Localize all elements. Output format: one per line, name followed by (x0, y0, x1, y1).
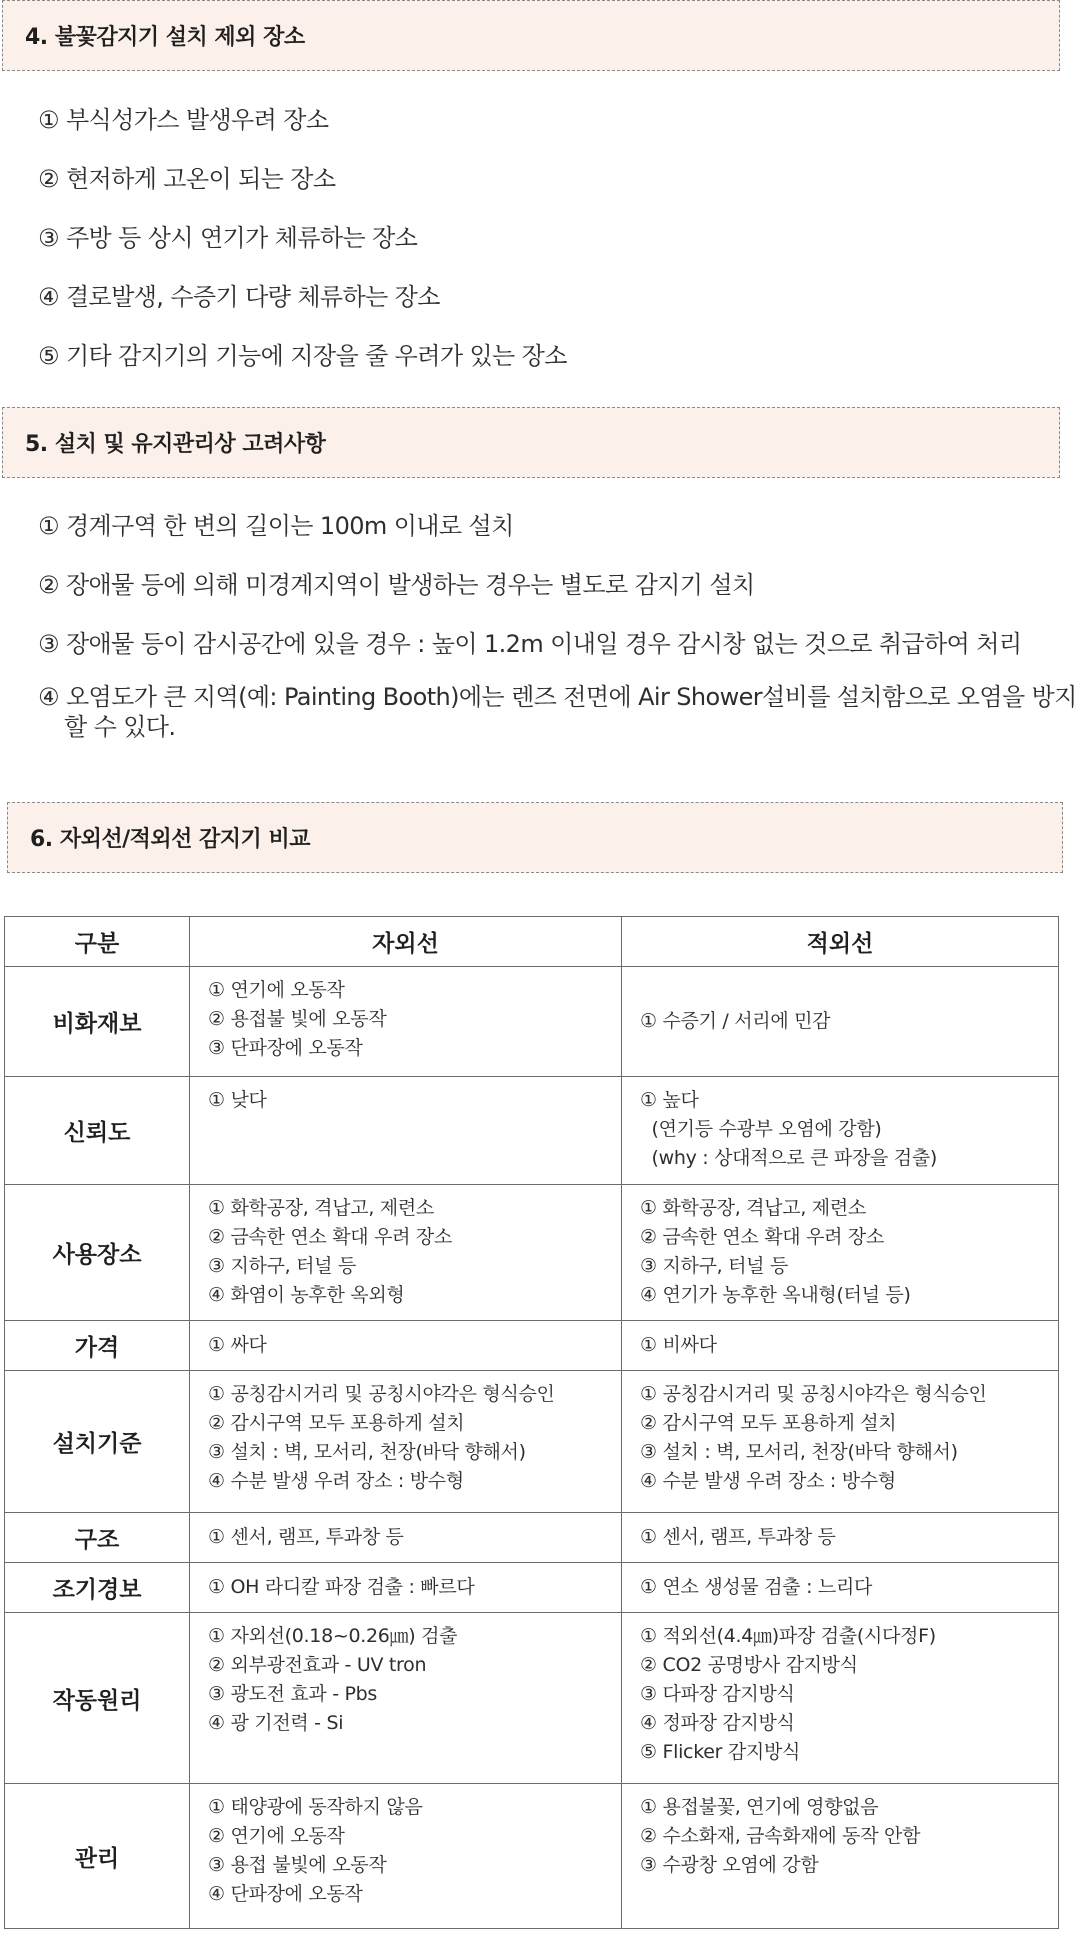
cell-line: ① 수증기 / 서리에 민감 (640, 1009, 831, 1032)
cell-line: ② 감시구역 모두 포용하게 설치 (208, 1412, 465, 1434)
cell-line: ② CO2 공명방사 감지방식 (640, 1654, 858, 1676)
cell-line: ③ 단파장에 오동작 (208, 1037, 363, 1059)
table-body (5, 967, 1059, 1929)
comparison-table (4, 916, 1059, 1929)
cell-line: ③ 설치 : 벽, 모서리, 천장(바닥 향해서) (208, 1441, 526, 1463)
cell-line: ① 낮다 (208, 1089, 267, 1111)
cell-line: ① 공칭감시거리 및 공칭시야각은 형식승인 (208, 1383, 555, 1405)
cell-line: ① 싸다 (208, 1333, 267, 1356)
list-item: ④ 결로발생, 수증기 다량 체류하는 장소 (38, 283, 440, 311)
cell-line: ② 금속한 연소 확대 우려 장소 (640, 1226, 885, 1248)
cell-line: ① 센서, 램프, 투과창 등 (208, 1525, 404, 1548)
cell-line: ① 연소 생성물 검출 : 느리다 (640, 1575, 873, 1598)
cell-line: ② 외부광전효과 - UV tron (208, 1654, 427, 1676)
uv-cell (190, 1321, 622, 1371)
cell-line: ④ 광 기전력 - Si (208, 1712, 344, 1734)
row-label: 신뢰도 (5, 1077, 190, 1185)
cell-line: ③ 설치 : 벽, 모서리, 천장(바닥 향해서) (640, 1441, 958, 1463)
cell-line: ① 연기에 오동작 (208, 979, 345, 1001)
ir-cell (622, 1563, 1059, 1613)
section-6-title: 6. 자외선/적외선 감지기 비교 (30, 827, 310, 852)
uv-cell (190, 1185, 622, 1321)
uv-cell (190, 967, 622, 1077)
cell-line: ③ 용접 불빛에 오동작 (208, 1854, 387, 1876)
header-uv: 자외선 (190, 917, 622, 967)
cell-line: ③ 광도전 효과 - Pbs (208, 1683, 378, 1705)
section-5-header (2, 407, 1060, 478)
cell-line: ② 용접불 빛에 오동작 (208, 1008, 387, 1030)
cell-line: (why : 상대적으로 큰 파장을 검출) (640, 1147, 938, 1169)
list-item: ⑤ 기타 감지기의 기능에 지장을 줄 우려가 있는 장소 (38, 342, 567, 370)
cell-line: ② 연기에 오동작 (208, 1825, 345, 1847)
table-row (5, 1371, 1059, 1513)
uv-cell (190, 1371, 622, 1513)
cell-line: ② 금속한 연소 확대 우려 장소 (208, 1226, 453, 1248)
cell-line: ① 공칭감시거리 및 공칭시야각은 형식승인 (640, 1383, 987, 1405)
row-label: 관리 (5, 1784, 190, 1929)
list-item: ③ 장애물 등이 감시공간에 있을 경우 : 높이 1.2m 이내일 경우 감시창 없는 것으로 취급하여 처리 (38, 630, 1022, 658)
list-item: ① 부식성가스 발생우려 장소 (38, 106, 329, 134)
list-item: ③ 주방 등 상시 연기가 체류하는 장소 (38, 224, 418, 252)
cell-line: ① 센서, 램프, 투과창 등 (640, 1525, 836, 1548)
cell-line: ① 화학공장, 격납고, 제련소 (208, 1197, 434, 1219)
section-4-header (2, 0, 1060, 71)
list-item: ① 경계구역 한 변의 길이는 100m 이내로 설치 (38, 512, 514, 540)
cell-line: ⑤ Flicker 감지방식 (640, 1741, 801, 1763)
table-row (5, 1784, 1059, 1929)
cell-line: ① OH 라디칼 파장 검출 : 빠르다 (208, 1575, 475, 1598)
table-row (5, 1321, 1059, 1371)
uv-cell (190, 1563, 622, 1613)
table-row (5, 1077, 1059, 1185)
cell-line: ④ 연기가 농후한 옥내형(터널 등) (640, 1284, 911, 1306)
list-item: ④ 오염도가 큰 지역(예: Painting Booth)에는 렌즈 전면에 Air Shower설비를 설치함으로 오염을 방지할 수 있다. (38, 683, 1077, 741)
cell-line: ③ 지하구, 터널 등 (208, 1255, 357, 1277)
ir-cell (622, 1613, 1059, 1784)
row-label: 구조 (5, 1513, 190, 1563)
cell-line: ① 비싸다 (640, 1333, 717, 1356)
table-row (5, 1613, 1059, 1784)
cell-line: ① 화학공장, 격납고, 제련소 (640, 1197, 866, 1219)
row-label: 가격 (5, 1321, 190, 1371)
list-item: ② 현저하게 고온이 되는 장소 (38, 165, 336, 193)
table-row (5, 1513, 1059, 1563)
ir-cell (622, 1185, 1059, 1321)
cell-line: ① 용접불꽃, 연기에 영향없음 (640, 1796, 879, 1818)
cell-line: ④ 수분 발생 우려 장소 : 방수형 (208, 1470, 464, 1492)
cell-line: ④ 단파장에 오동작 (208, 1883, 363, 1905)
ir-cell (622, 1077, 1059, 1185)
cell-line: ③ 수광창 오염에 강함 (640, 1854, 819, 1876)
section-4-title: 4. 불꽃감지기 설치 제외 장소 (25, 25, 305, 50)
cell-line: ② 감시구역 모두 포용하게 설치 (640, 1412, 897, 1434)
cell-line: ③ 다파장 감지방식 (640, 1683, 795, 1705)
table-header-row (5, 917, 1059, 967)
uv-cell (190, 1784, 622, 1929)
cell-line: ④ 정파장 감지방식 (640, 1712, 795, 1734)
ir-cell (622, 1784, 1059, 1929)
cell-line: (연기등 수광부 오염에 강함) (640, 1118, 882, 1140)
cell-line: ④ 수분 발생 우려 장소 : 방수형 (640, 1470, 896, 1492)
cell-line: ② 수소화재, 금속화재에 동작 안함 (640, 1825, 921, 1847)
ir-cell (622, 1513, 1059, 1563)
row-label: 조기경보 (5, 1563, 190, 1613)
row-label: 작동원리 (5, 1613, 190, 1784)
list-item: ② 장애물 등에 의해 미경계지역이 발생하는 경우는 별도로 감지기 설치 (38, 571, 755, 599)
cell-line: ① 태양광에 동작하지 않음 (208, 1796, 423, 1818)
section-5-title: 5. 설치 및 유지관리상 고려사항 (25, 432, 326, 457)
section-6-header (7, 802, 1063, 873)
ir-cell (622, 1371, 1059, 1513)
ir-cell (622, 1321, 1059, 1371)
table-row (5, 967, 1059, 1077)
cell-line: ④ 화염이 농후한 옥외형 (208, 1284, 405, 1306)
header-category: 구분 (5, 917, 190, 967)
cell-line: ① 높다 (640, 1089, 699, 1111)
table-row (5, 1563, 1059, 1613)
ir-cell (622, 967, 1059, 1077)
uv-cell (190, 1613, 622, 1784)
uv-cell (190, 1077, 622, 1185)
cell-line: ① 자외선(0.18~0.26㎛) 검출 (208, 1625, 458, 1647)
row-label: 설치기준 (5, 1371, 190, 1513)
cell-line: ③ 지하구, 터널 등 (640, 1255, 789, 1277)
row-label: 사용장소 (5, 1185, 190, 1321)
cell-line: ① 적외선(4.4㎛)파장 검출(시다정F) (640, 1625, 936, 1647)
table-row (5, 1185, 1059, 1321)
row-label: 비화재보 (5, 967, 190, 1077)
header-ir: 적외선 (622, 917, 1059, 967)
uv-cell (190, 1513, 622, 1563)
